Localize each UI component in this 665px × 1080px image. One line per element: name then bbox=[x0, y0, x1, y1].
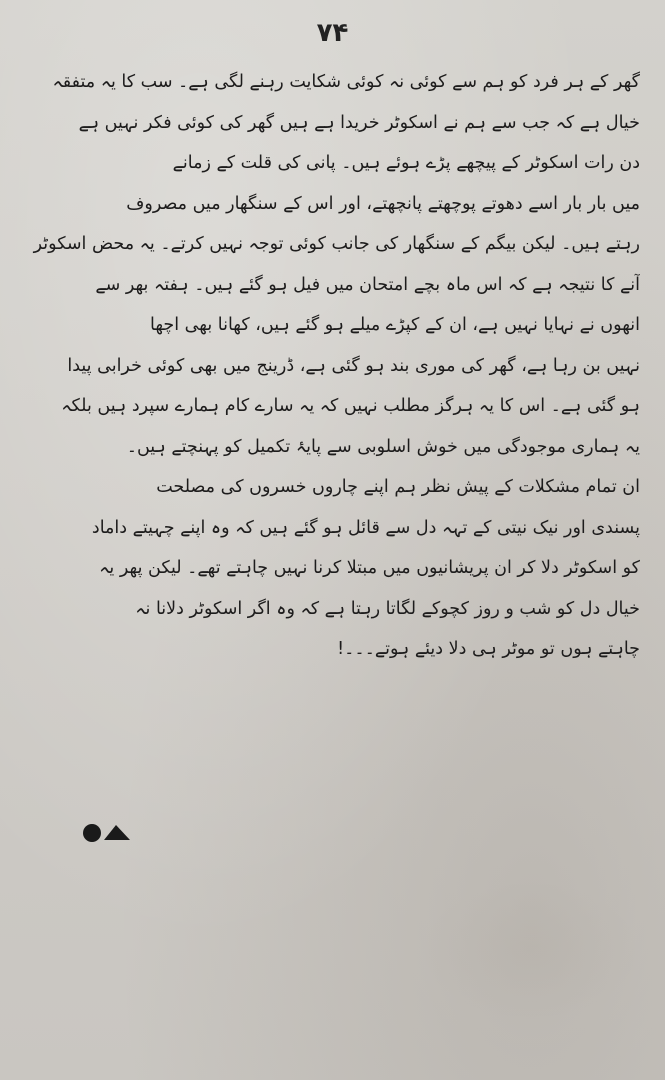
text-line: آنے کا نتیجہ ہے کہ اس ماہ بچے امتحان میں فیل ہو گئے ہیں۔ ہفتہ بھر سے bbox=[95, 274, 640, 295]
body-text bbox=[20, 62, 640, 670]
text-line: انھوں نے نہایا نہیں ہے، ان کے کپڑے میلے ہو گئے ہیں، کھانا بھی اچھا bbox=[150, 315, 640, 335]
text-line: کو اسکوٹر دلا کر ان پریشانیوں میں مبتلا کرنا نہیں چاہتے تھے۔ لیکن پھر یہ bbox=[99, 558, 640, 578]
text-line: نہیں بن رہا ہے، گھر کی موری بند ہو گئی ہے، ڈرینج میں بھی کوئی خرابی پیدا bbox=[67, 355, 640, 376]
text-line: ان تمام مشکلات کے پیش نظر ہم اپنے چاروں خسروں کی مصلحت bbox=[156, 477, 640, 497]
text-line: میں بار بار اسے دھوتے پوچھتے پانچھتے، اور اس کے سنگھار میں مصروف bbox=[126, 193, 640, 214]
text-line: خیال ہے کہ جب سے ہم نے اسکوٹر خریدا ہے ہیں گھر کی کوئی فکر نہیں ہے bbox=[78, 112, 640, 133]
text-line: خیال دل کو شب و روز کچوکے لگاتا رہتا ہے کہ وہ اگر اسکوٹر دلانا نہ bbox=[135, 598, 640, 619]
end-of-chapter-ornament bbox=[78, 820, 138, 844]
text-line: گھر کے ہر فرد کو ہم سے کوئی نہ کوئی شکایت رہنے لگی ہے۔ سب کا یہ متفقہ bbox=[52, 72, 640, 92]
text-line: دن رات اسکوٹر کے پیچھے پڑے ہوئے ہیں۔ پانی کی قلت کے زمانے bbox=[172, 153, 640, 173]
paper-stain bbox=[420, 880, 640, 1020]
text-line: یہ ہماری موجودگی میں خوش اسلوبی سے پایۂ تکمیل کو پہنچتے ہیں۔ bbox=[126, 436, 640, 457]
text-line: رہتے ہیں۔ لیکن بیگم کے سنگھار کی جانب کوئی توجہ نہیں کرتے۔ یہ محض اسکوٹر bbox=[33, 234, 640, 254]
text-line: ہو گئی ہے۔ اس کا یہ ہرگز مطلب نہیں کہ یہ سارے کام ہمارے سپرد ہیں بلکہ bbox=[61, 396, 640, 416]
text-line: پسندی اور نیک نیتی کے تہہ دل سے قائل ہو گئے ہیں کہ وہ اپنے چہیتے داماد bbox=[91, 517, 640, 538]
page-number: ۷۴ bbox=[316, 18, 349, 48]
text-line: چاہتے ہوں تو موٹر ہی دلا دیئے ہوتے۔۔۔! bbox=[337, 639, 640, 659]
